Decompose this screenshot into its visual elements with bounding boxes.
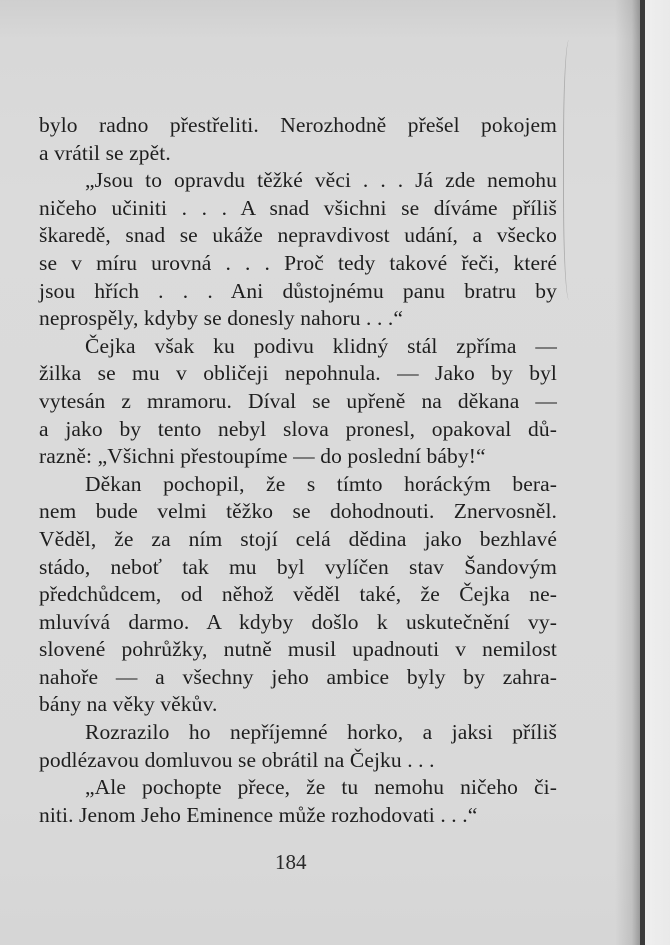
text-line: a vrátil se zpět. xyxy=(39,140,171,165)
paper-crease xyxy=(563,40,578,300)
text-line: jsou hřích . . . Ani důstojnému panu bratru by xyxy=(39,278,557,303)
text-line: niti. Jenom Jeho Eminence může rozhodovati . . .“ xyxy=(39,802,478,827)
text-line: vytesán z mramoru. Díval se upřeně na děkana — xyxy=(39,388,557,413)
text-line: razně: „Všichni přestoupíme — do poslední báby!“ xyxy=(39,444,486,469)
body-text xyxy=(39,112,557,829)
adjacent-page-edge xyxy=(645,0,670,945)
text-line: Děkan pochopil, že s tímto horáckým bera- xyxy=(85,471,557,496)
text-line: Čejka však ku podivu klidný stál zpříma — xyxy=(85,333,557,358)
text-line: škaredě, snad se ukáže nepravdivost udání, a všecko xyxy=(39,223,557,248)
text-line: neprospěly, kdyby se donesly nahoru . . .“ xyxy=(39,306,404,331)
text-line: podlézavou domluvou se obrátil na Čejku . . . xyxy=(39,747,435,772)
text-line: Rozrazilo ho nepříjemné horko, a jaksi příliš xyxy=(85,720,557,745)
text-line: nem bude velmi těžko se dohodnouti. Znervosněl. xyxy=(39,499,557,524)
text-line: ničeho učiniti . . . A snad všichni se díváme příliš xyxy=(39,195,557,220)
text-line: žilka se mu v obličeji nepohnula. — Jako by byl xyxy=(39,361,557,386)
text-line: Věděl, že za ním stojí celá dědina jako bezhlavé xyxy=(39,526,557,551)
text-line: bylo radno přestřeliti. Nerozhodně přešel pokojem xyxy=(39,113,557,137)
gutter-shadow xyxy=(615,0,643,945)
text-line: a jako by tento nebyl slova pronesl, opakoval dů- xyxy=(39,416,557,441)
text-line: předchůdcem, od něhož věděl také, že Čejka ne- xyxy=(39,582,557,607)
text-line: slovené pohrůžky, nutně musil upadnouti v nemilost xyxy=(39,637,557,662)
text-line: nahoře — a všechny jeho ambice byly by zahra- xyxy=(39,664,557,689)
text-line: „Ale pochopte přece, že tu nemohu ničeho či- xyxy=(85,775,557,800)
page-number: 184 xyxy=(275,850,307,874)
text-line: mluvívá darmo. A kdyby došlo k uskutečnění vy- xyxy=(39,609,557,634)
text-line: „Jsou to opravdu těžké věci . . . Já zde nemohu xyxy=(85,168,557,193)
text-line: se v míru urovná . . . Proč tedy takové řeči, které xyxy=(39,250,557,275)
text-line: stádo, neboť tak mu byl vylíčen stav Šandovým xyxy=(39,554,557,579)
text-line: bány na věky věkův. xyxy=(39,692,218,717)
